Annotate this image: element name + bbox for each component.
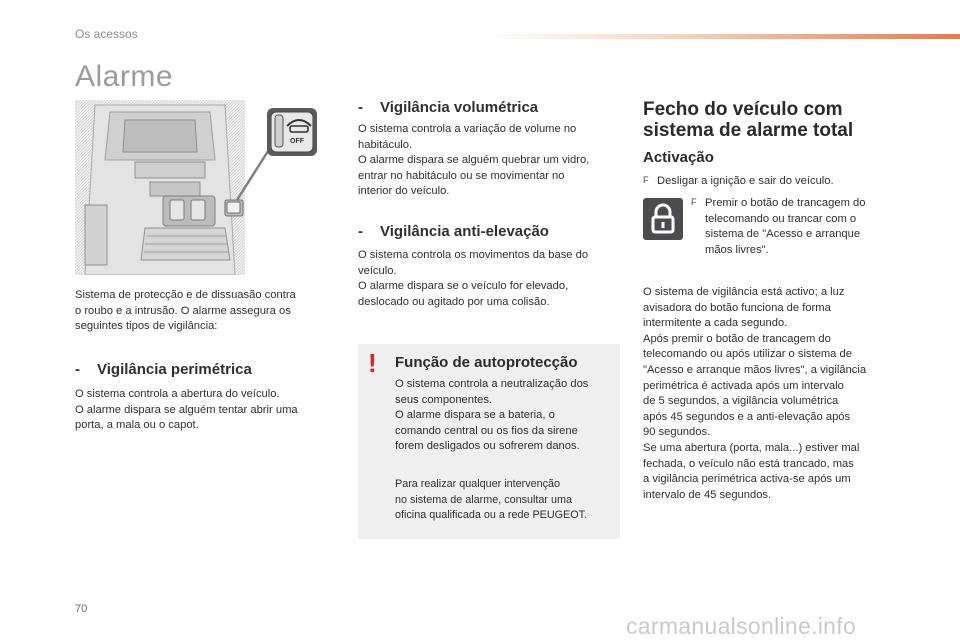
- text-line: intervalo de 45 segundos.: [643, 488, 772, 501]
- text-line: interior do veículo.: [358, 185, 450, 198]
- intro-line: Sistema de protecção e de dissuasão contra: [75, 289, 296, 301]
- warning-box: [358, 344, 620, 539]
- warning-note: [395, 477, 620, 524]
- heading-dash: -: [75, 361, 80, 378]
- bullet-icon: F: [643, 175, 649, 185]
- text-line: forem desligados ou sofrerem danos.: [395, 440, 580, 453]
- heading-text: Vigilância anti-elevação: [380, 223, 549, 240]
- text-line: "Acesso e arranque mãos livres", a vigilância: [643, 363, 867, 376]
- intro-line: seguintes tipos de vigilância:: [75, 320, 218, 333]
- bullet-icon: F: [691, 197, 697, 207]
- perimetric-text: [75, 387, 340, 434]
- antilift-heading: [358, 223, 628, 240]
- text-line: veículo.: [358, 264, 397, 277]
- off-label: OFF: [290, 138, 304, 145]
- title-line: sistema de alarme total: [643, 120, 854, 141]
- page-title: Alarme: [75, 60, 174, 93]
- text-line: O sistema controla a neutralização dos: [395, 378, 589, 390]
- text-line: intermitente a cada segundo.: [643, 317, 788, 330]
- text-line: a vigilância perimétrica activa-se após um: [643, 473, 851, 486]
- volumetric-heading: [358, 99, 628, 116]
- intro-line: o roubo e a intrusão. O alarme assegura os: [75, 304, 291, 317]
- text-line: deslocado ou agitado por uma colisão.: [358, 295, 550, 308]
- heading-dash: -: [358, 99, 363, 116]
- footer-watermark: carmanualsonline.info: [626, 613, 857, 639]
- lock-button-icon: [643, 198, 683, 240]
- step-text: mãos livres".: [705, 243, 769, 256]
- padlock-icon: [643, 198, 683, 240]
- console-illustration: [75, 100, 325, 275]
- title-line: Fecho do veículo com: [643, 99, 843, 120]
- text-line: O alarme dispara se a bateria, o: [395, 409, 555, 422]
- heading-text: Vigilância volumétrica: [380, 99, 539, 116]
- warning-title: Função de autoprotecção: [395, 354, 578, 371]
- console-drawing: [75, 100, 325, 275]
- note-line: oficina qualificada ou a rede PEUGEOT.: [395, 509, 588, 522]
- antilift-text: [358, 248, 623, 310]
- warning-text: [395, 377, 617, 455]
- header-accent-bar: [485, 34, 960, 39]
- text-line: entrar no habitáculo ou se movimentar no: [358, 169, 565, 182]
- step-text: Premir o botão de trancagem do: [705, 197, 866, 209]
- step-text: telecomando ou trancar com o: [705, 212, 857, 225]
- perimetric-heading: [75, 361, 345, 378]
- text-line: de 5 segundos, a vigilância volumétrica: [643, 395, 839, 408]
- activation-subtitle: Activação: [643, 149, 714, 166]
- heading-dash: -: [358, 223, 363, 240]
- page-number: 70: [75, 603, 88, 615]
- note-line: Para realizar qualquer intervenção: [395, 478, 561, 490]
- text-line: seus componentes.: [395, 393, 493, 406]
- text-line: O alarme dispara se o veículo for elevado,: [358, 280, 569, 293]
- text-line: Após premir o botão de trancagem do: [643, 332, 831, 345]
- text-line: O sistema controla os movimentos da base do: [358, 249, 589, 261]
- text-line: O alarme dispara se alguém quebrar um vidro,: [358, 154, 590, 167]
- step-text: sistema de "Acesso e arranque: [705, 228, 861, 241]
- step-2: [691, 195, 921, 258]
- text-line: Se uma abertura (porta, mala...) estiver mal: [643, 441, 860, 454]
- heading-text: Vigilância perimétrica: [97, 361, 252, 378]
- intro-paragraph: [75, 288, 335, 335]
- text-line: O sistema controla a abertura do veículo.: [75, 388, 280, 400]
- note-line: no sistema de alarme, consultar uma: [395, 493, 573, 506]
- text-line: O sistema de vigilância está activo; a luz: [643, 286, 845, 298]
- text-line: habitáculo.: [358, 138, 413, 151]
- step-text: Desligar a ignição e sair do veículo.: [657, 175, 834, 187]
- step-1: [643, 173, 923, 190]
- section-title: Os acessos: [75, 27, 138, 41]
- text-line: avisadora do botão funciona de forma: [643, 301, 831, 314]
- text-line: após 45 segundos e a anti-elevação após: [643, 410, 851, 423]
- locking-title: [643, 99, 943, 141]
- text-line: O alarme dispara se alguém tentar abrir uma: [75, 403, 298, 416]
- text-line: O sistema controla a variação de volume no: [358, 123, 577, 135]
- warning-icon: !: [368, 348, 377, 378]
- text-line: telecomando ou após utilizar o sistema de: [643, 348, 852, 361]
- text-line: perimétrica é activada após um intervalo: [643, 379, 844, 392]
- text-line: fechada, o veículo não está trancado, mas: [643, 457, 854, 470]
- text-line: comando central ou os fios da sirene: [395, 424, 578, 437]
- text-line: porta, a mala ou o capot.: [75, 419, 199, 432]
- text-line: 90 segundos.: [643, 426, 711, 439]
- volumetric-text: [358, 122, 623, 200]
- activation-body: [643, 285, 943, 503]
